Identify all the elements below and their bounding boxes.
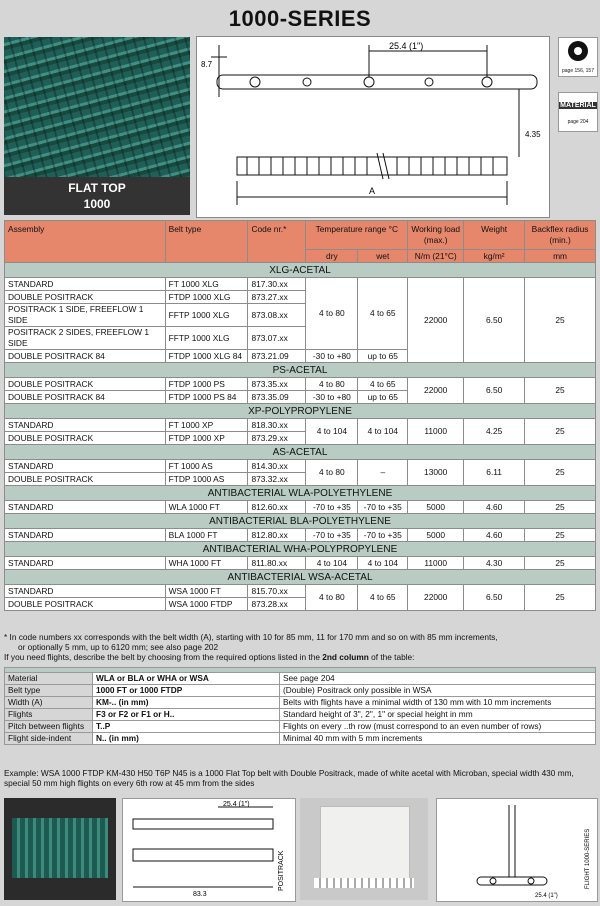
table-row [5,419,596,432]
option-desc: Flights on every ..th row (must correspond to an even number of rows) [280,721,596,733]
cell-code: 818.30.xx [248,419,306,432]
cell-weight: 6.50 [464,278,525,363]
cell-backflex: 25 [525,501,596,514]
cell-wet: 4 to 65 [358,585,408,611]
width-a-dimension: A [369,186,376,196]
cell-dry: -30 to +80 [306,350,358,363]
cell-code: 814.30.xx [248,460,306,473]
cell-weight: 6.11 [464,460,525,486]
cell-code: 873.35.09 [248,391,306,404]
table-row [5,585,596,598]
cell-assembly: DOUBLE POSITRACK [5,291,166,304]
cell-code: 817.30.xx [248,278,306,291]
option-row [5,733,596,745]
cell-assembly: POSITRACK 2 SIDES, FREEFLOW 1 SIDE [5,327,166,350]
pitch-dimension: 25.4 (1") [389,41,424,51]
flight-side-pitch: 25.4 (1") [535,893,558,899]
table-row [5,529,596,542]
cell-weight: 4.60 [464,529,525,542]
cell-assembly: DOUBLE POSITRACK 84 [5,391,166,404]
option-value: WLA or BLA or WHA or WSA [93,673,280,685]
belt-drawing-svg [197,37,549,217]
cell-belt-type: FT 1000 XP [165,419,248,432]
flight-module-photo [300,798,428,900]
section-header: ANTIBACTERIAL WLA-POLYETHYLENE [5,486,596,501]
spec-table [4,220,596,611]
caption-line-2: 1000 [83,197,111,211]
table-row [5,501,596,514]
technical-drawing [196,36,550,218]
cell-load: 13000 [408,460,464,486]
cell-assembly: DOUBLE POSITRACK 84 [5,350,166,363]
cell-code: 811.80.xx [248,557,306,570]
flights-note-a: If you need flights, describe the belt by choosing from the required options listed in the [4,652,323,662]
cell-belt-type: WSA 1000 FTDP [165,598,248,611]
cell-belt-type: FT 1000 AS [165,460,248,473]
cell-assembly: DOUBLE POSITRACK [5,473,166,486]
flat-top-belt-photo [4,37,190,215]
cell-assembly: STANDARD [5,278,166,291]
cell-code: 873.07.xx [248,327,306,350]
cell-load: 22000 [408,378,464,404]
header-wet: wet [358,250,408,263]
flight-side-drawing [436,798,598,902]
cell-dry: 4 to 80 [306,378,358,391]
cell-assembly: STANDARD [5,529,166,542]
cell-belt-type: WHA 1000 FT [165,557,248,570]
option-value: 1000 FT or 1000 FTDP [93,685,280,697]
options-table [4,667,596,745]
cell-assembly: STANDARD [5,460,166,473]
cell-belt-type: WLA 1000 FT [165,501,248,514]
option-label: Width (A) [5,697,93,709]
cell-dry: 4 to 80 [306,585,358,611]
flight-side-svg [437,799,597,901]
cell-assembly: DOUBLE POSITRACK [5,378,166,391]
cell-dry: 4 to 80 [306,278,358,350]
option-desc: Belts with flights have a minimal width of 130 mm with 10 mm increments [280,697,596,709]
cell-assembly: STANDARD [5,585,166,598]
option-desc: See page 204 [280,673,596,685]
cell-weight: 4.25 [464,419,525,445]
cell-code: 873.32.xx [248,473,306,486]
material-icon: MATERIAL [560,102,596,109]
option-row [5,721,596,733]
cell-load: 22000 [408,278,464,363]
cell-assembly: STANDARD [5,557,166,570]
table-row [5,557,596,570]
cell-load: 22000 [408,585,464,611]
cell-code: 873.29.xx [248,432,306,445]
example-text: Example: WSA 1000 FTDP KM-430 H50 T6P N45 is a 1000 Flat Top belt with Double Positrack, made of white acetal with Microban, special width 430 mm, special 50 mm high flights on every 6th row at 45 mm from the sides [4,768,574,788]
cell-dry: -70 to +35 [306,529,358,542]
section-header: ANTIBACTERIAL BLA-POLYETHYLENE [5,514,596,529]
flight-pitch: 25.4 (1") [223,801,250,808]
cell-wet: up to 65 [358,350,408,363]
caption-line-1: FLAT TOP [68,181,126,195]
option-row [5,673,596,685]
cell-code: 873.08.xx [248,304,306,327]
table-row [5,460,596,473]
header-code: Code nr.* [248,221,306,263]
cell-belt-type: FTDP 1000 XLG [165,291,248,304]
cell-belt-type: WSA 1000 FT [165,585,248,598]
cell-backflex: 25 [525,460,596,486]
lower-height-dimension: 4.35 [525,130,541,139]
cell-wet: 4 to 104 [358,419,408,445]
header-load-unit: N/m (21°C) [408,250,464,263]
header-backflex-unit: mm [525,250,596,263]
cell-wet: 4 to 65 [358,378,408,391]
flight-base [314,878,414,888]
cell-belt-type: FTDP 1000 PS [165,378,248,391]
cell-code: 815.70.xx [248,585,306,598]
option-label: Belt type [5,685,93,697]
option-label: Flight side-indent [5,733,93,745]
cell-dry: -30 to +80 [306,391,358,404]
cell-belt-type: BLA 1000 FT [165,529,248,542]
cell-load: 11000 [408,419,464,445]
belt-image [4,37,190,177]
material-page-ref: page 204 [567,119,589,125]
notes [4,632,598,662]
cell-belt-type: FT 1000 XLG [165,278,248,291]
option-label: Pitch between flights [5,721,93,733]
section-header: AS-ACETAL [5,445,596,460]
cell-load: 5000 [408,501,464,514]
gear-page-ref: page 156, 157 [562,68,594,74]
cell-wet: – [358,460,408,486]
cell-weight: 4.30 [464,557,525,570]
cell-dry: 4 to 104 [306,419,358,445]
cell-backflex: 25 [525,278,596,363]
header-belt-type: Belt type [165,221,248,263]
cell-belt-type: FFTP 1000 XLG [165,327,248,350]
cell-assembly: DOUBLE POSITRACK [5,432,166,445]
table-row [5,278,596,291]
cell-assembly: STANDARD [5,419,166,432]
option-value: KM-.. (in mm) [93,697,280,709]
cell-dry: -70 to +35 [306,501,358,514]
section-header: ANTIBACTERIAL WSA-ACETAL [5,570,596,585]
cell-belt-type: FTDP 1000 PS 84 [165,391,248,404]
cell-backflex: 25 [525,529,596,542]
header-weight-unit: kg/m² [464,250,525,263]
flights-note [4,652,598,662]
cell-code: 873.35.xx [248,378,306,391]
option-value: N.. (in mm) [93,733,280,745]
option-label: Flights [5,709,93,721]
page-title: 1000-SERIES [228,6,372,31]
cell-dry: 4 to 80 [306,460,358,486]
option-row [5,697,596,709]
section-header: XP-POLYPROPYLENE [5,404,596,419]
option-desc: Minimal 40 mm with 5 mm increments [280,733,596,745]
cell-assembly: STANDARD [5,501,166,514]
cell-belt-type: FFTP 1000 XLG [165,304,248,327]
cell-backflex: 25 [525,585,596,611]
flight-drawing-svg [123,799,295,901]
option-row [5,709,596,721]
code-note-cont: or optionally 5 mm, up to 6120 mm; see also page 202 [18,642,219,652]
photo-caption [4,177,190,215]
cell-backflex: 25 [525,419,596,445]
section-header: ANTIBACTERIAL WHA-POLYPROPYLENE [5,542,596,557]
cell-weight: 6.50 [464,585,525,611]
cell-weight: 6.50 [464,378,525,404]
option-row [5,685,596,697]
section-header: XLG-ACETAL [5,263,596,278]
flights-note-b: 2nd column [322,652,369,662]
cell-code: 812.80.xx [248,529,306,542]
cell-code: 812.60.xx [248,501,306,514]
code-note: * In code numbers xx corresponds with the belt width (A), starting with 10 for 85 mm, 11 for 170 mm and so on with 85 mm increments, [4,632,498,642]
flight-dim: 83.3 [193,891,207,898]
header-backflex: Backflex radius (min.) [525,221,596,250]
option-value: T..P [93,721,280,733]
cell-wet: -70 to +35 [358,529,408,542]
flight-belt-photo [4,798,116,900]
cell-belt-type: FTDP 1000 AS [165,473,248,486]
cell-load: 11000 [408,557,464,570]
gear-icon [559,38,597,66]
cell-weight: 4.60 [464,501,525,514]
cell-wet: 4 to 65 [358,278,408,350]
option-label: Material [5,673,93,685]
height-dimension: 8.7 [201,60,213,69]
flight-plate [320,806,410,880]
cell-code: 873.21.09 [248,350,306,363]
flight-series-label: FLIGHT 1000-SERIES [585,828,591,889]
header-weight: Weight [464,221,525,250]
header-assembly: Assembly [5,221,166,263]
header-load: Working load (max.) [408,221,464,250]
table-row [5,378,596,391]
header-temp: Temperature range °C [306,221,408,250]
cell-dry: 4 to 104 [306,557,358,570]
cell-assembly: DOUBLE POSITRACK [5,598,166,611]
cell-belt-type: FTDP 1000 XP [165,432,248,445]
cell-load: 5000 [408,529,464,542]
section-header: PS-ACETAL [5,363,596,378]
option-desc: Standard height of 3", 2", 1" or special height in mm [280,709,596,721]
gear-icon-box [558,37,598,77]
cell-wet: 4 to 104 [358,557,408,570]
cell-assembly: POSITRACK 1 SIDE, FREEFLOW 1 SIDE [5,304,166,327]
cell-backflex: 25 [525,557,596,570]
material-icon-box [558,92,598,132]
cell-wet: up to 65 [358,391,408,404]
positrack-label: POSITRACK [278,850,285,891]
cell-code: 873.27.xx [248,291,306,304]
flights-note-c: of the table: [368,652,415,662]
option-desc: (Double) Positrack only possible in WSA [280,685,596,697]
flight-belt-image [12,818,108,878]
option-value: F3 or F2 or F1 or H.. [93,709,280,721]
flight-drawing [122,798,296,902]
header-dry: dry [306,250,358,263]
cell-belt-type: FTDP 1000 XLG 84 [165,350,248,363]
cell-code: 873.28.xx [248,598,306,611]
cell-backflex: 25 [525,378,596,404]
cell-wet: -70 to +35 [358,501,408,514]
